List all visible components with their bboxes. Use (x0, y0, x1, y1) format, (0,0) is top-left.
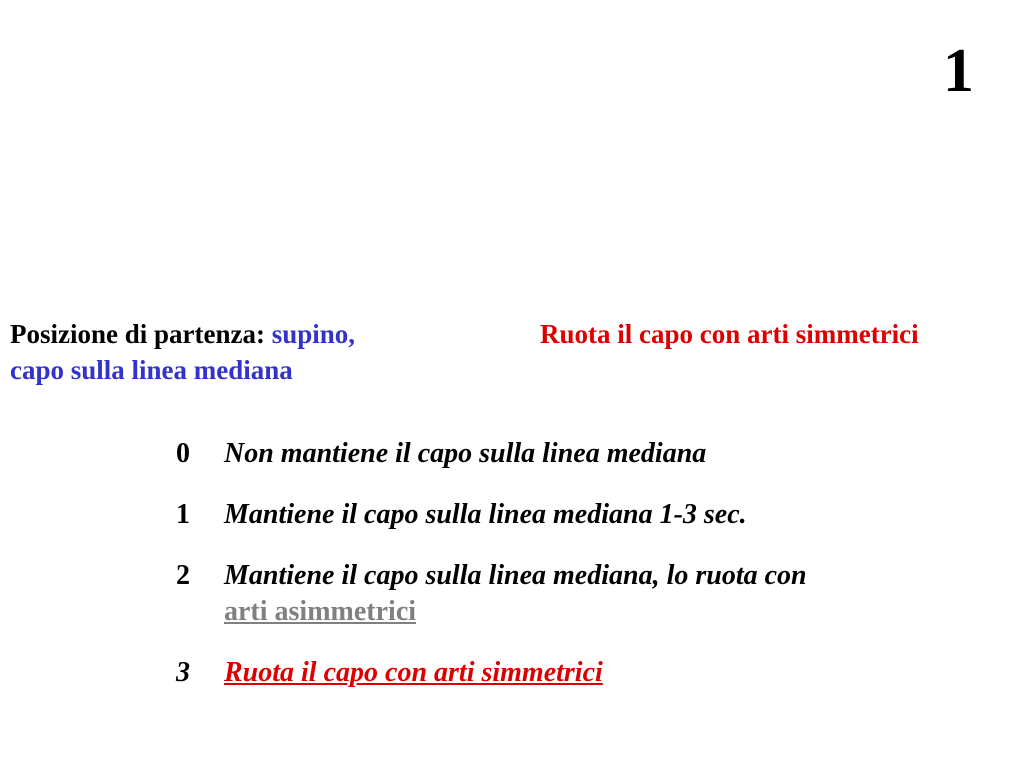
starting-position-value-1: supino, (271, 319, 356, 349)
starting-position-label: Posizione di partenza (10, 319, 256, 349)
score-number: 2 (176, 560, 190, 591)
score-description-link[interactable]: Ruota il capo con arti simmetrici (224, 657, 603, 688)
asymmetric-limbs-link[interactable]: arti asimmetrici (224, 596, 417, 627)
starting-position-value-2: capo sulla linea mediana (10, 355, 293, 385)
score-description (224, 558, 960, 630)
score-row-3 (160, 655, 960, 691)
score-row-0 (160, 436, 960, 472)
score-number: 3 (176, 657, 190, 688)
score-row-2 (160, 558, 960, 630)
score-number: 0 (176, 438, 190, 469)
slide-number: 1 (943, 37, 974, 105)
score-number: 1 (176, 499, 190, 530)
starting-position-separator: : (255, 319, 272, 349)
score-list (160, 436, 960, 716)
goal-text: Ruota il capo con arti simmetrici (540, 319, 919, 349)
score-description: Non mantiene il capo sulla linea mediana (224, 438, 707, 469)
score-description-text: Mantiene il capo sulla linea mediana, lo ruota con (224, 560, 807, 591)
score-description: Mantiene il capo sulla linea mediana 1-3 sec. (224, 499, 747, 530)
score-row-1 (160, 497, 960, 533)
starting-position (10, 316, 490, 388)
